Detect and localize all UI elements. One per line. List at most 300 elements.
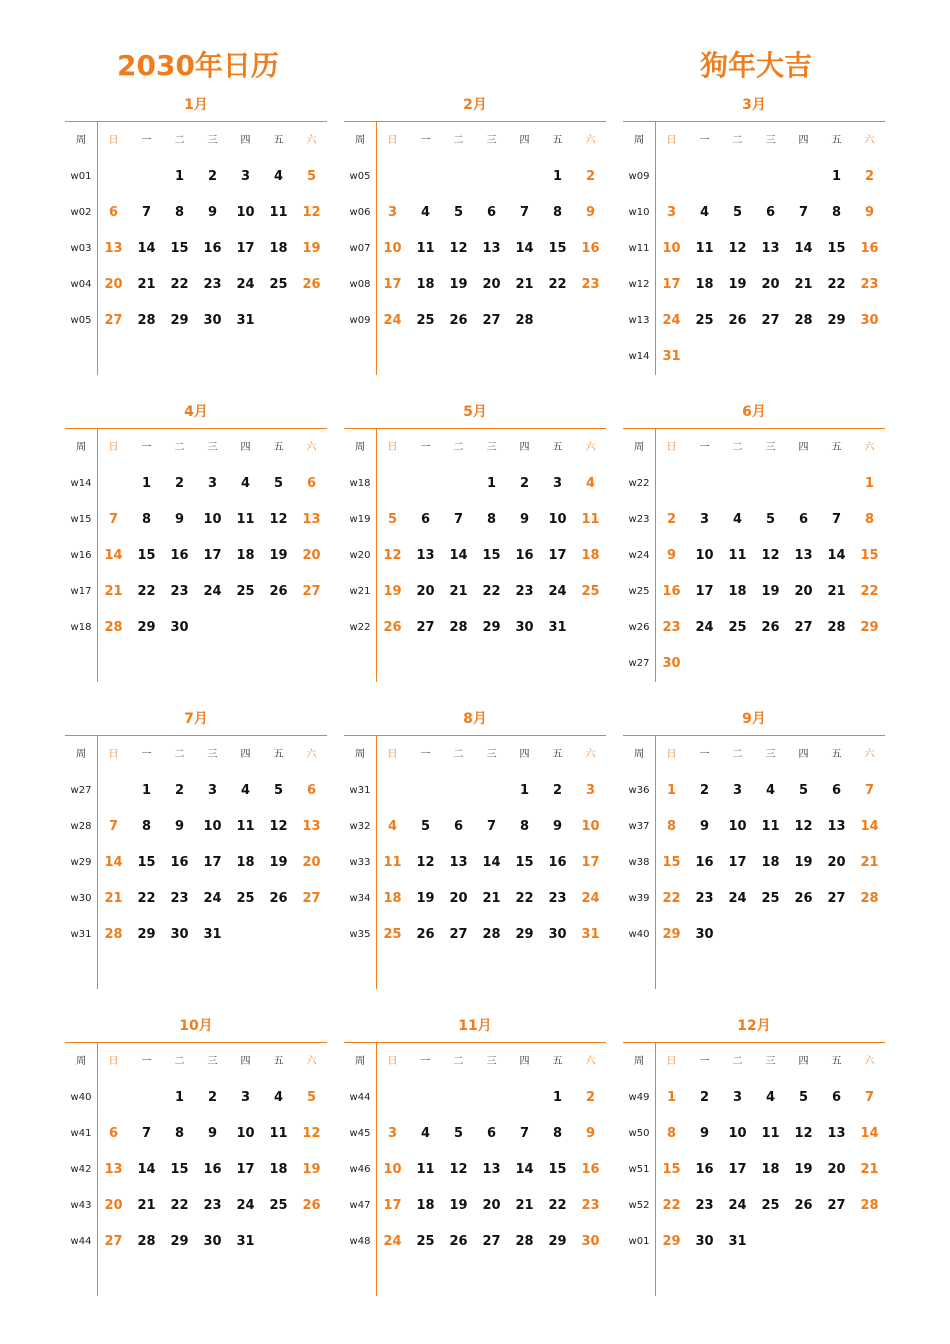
day-cell (442, 781, 475, 801)
week-number: w44 (349, 1092, 371, 1103)
day-cell: 4 (765, 1090, 776, 1105)
month-name: 11月 (458, 1018, 492, 1034)
day-cell: 22 (482, 584, 501, 599)
week-row (344, 239, 606, 259)
day-cell: 30 (203, 313, 222, 328)
day-cell: 15 (170, 1162, 189, 1177)
day-cell (754, 167, 787, 187)
week-row (623, 1124, 885, 1144)
day-cell: 20 (827, 1162, 846, 1177)
day-cell: 5 (306, 169, 317, 184)
day-cell: 25 (761, 891, 780, 906)
day-cell: 17 (695, 584, 714, 599)
month-block (65, 96, 327, 386)
day-cell: 3 (732, 783, 743, 798)
day-cell: 2 (666, 512, 677, 527)
day-cell (541, 311, 574, 331)
day-cell: 23 (170, 584, 189, 599)
weekday-header: 四 (240, 135, 251, 146)
day-cell: 12 (302, 205, 321, 220)
day-cell: 22 (860, 584, 879, 599)
week-header: 周 (76, 442, 86, 453)
weekday-header: 四 (798, 749, 809, 760)
day-cell: 20 (449, 891, 468, 906)
day-cell: 12 (794, 819, 813, 834)
weekday-header: 六 (585, 442, 596, 453)
day-cell: 27 (827, 1198, 846, 1213)
day-cell (655, 474, 688, 494)
day-cell (853, 1232, 886, 1252)
weekday-header: 日 (387, 135, 398, 146)
week-number: w47 (349, 1200, 371, 1211)
weekday-header-row (623, 745, 885, 765)
weekday-header: 二 (732, 442, 743, 453)
week-row (65, 925, 327, 945)
month-divider (344, 735, 606, 736)
day-cell (754, 474, 787, 494)
day-cell: 28 (515, 1234, 534, 1249)
day-cell: 19 (761, 584, 780, 599)
week-header: 周 (355, 135, 365, 146)
weekday-header: 五 (552, 1056, 563, 1067)
week-number: w22 (349, 622, 371, 633)
day-cell: 25 (581, 584, 600, 599)
weekday-header: 二 (453, 442, 464, 453)
day-cell: 4 (765, 783, 776, 798)
day-cell: 2 (519, 476, 530, 491)
day-cell: 14 (827, 548, 846, 563)
day-cell: 14 (137, 241, 156, 256)
weekday-header-row (344, 1052, 606, 1072)
day-cell: 22 (662, 891, 681, 906)
week-row (623, 510, 885, 530)
calendar-title: 2030年日历 (117, 49, 279, 82)
day-cell: 2 (552, 783, 563, 798)
day-cell: 10 (728, 819, 747, 834)
day-cell: 29 (137, 927, 156, 942)
day-cell (508, 167, 541, 187)
day-cell: 8 (831, 205, 842, 220)
day-cell: 28 (104, 620, 123, 635)
day-cell: 17 (203, 548, 222, 563)
day-cell: 17 (728, 855, 747, 870)
day-cell: 16 (170, 548, 189, 563)
week-number: w06 (349, 207, 371, 218)
day-cell: 5 (765, 512, 776, 527)
day-cell: 6 (765, 205, 776, 220)
month-divider (344, 428, 606, 429)
week-number: w14 (628, 351, 650, 362)
week-number: w07 (349, 243, 371, 254)
day-cell (409, 167, 442, 187)
day-cell: 22 (137, 584, 156, 599)
day-cell: 18 (269, 241, 288, 256)
weekday-header: 六 (864, 135, 875, 146)
greeting-title: 狗年大吉 (700, 49, 813, 82)
day-cell: 14 (449, 548, 468, 563)
week-row (65, 817, 327, 837)
day-cell: 12 (449, 1162, 468, 1177)
day-cell: 5 (306, 1090, 317, 1105)
day-cell: 17 (548, 548, 567, 563)
day-cell (574, 618, 607, 638)
day-cell: 1 (552, 1090, 563, 1105)
week-number: w14 (70, 478, 92, 489)
week-number: w29 (70, 857, 92, 868)
day-cell: 22 (137, 891, 156, 906)
day-cell: 27 (827, 891, 846, 906)
day-cell: 12 (383, 548, 402, 563)
month-name: 9月 (742, 711, 766, 727)
day-cell (754, 925, 787, 945)
week-row (65, 1160, 327, 1180)
week-row (623, 239, 885, 259)
day-cell: 13 (794, 548, 813, 563)
day-cell: 10 (548, 512, 567, 527)
day-cell (574, 311, 607, 331)
day-cell (376, 474, 409, 494)
day-cell: 28 (482, 927, 501, 942)
week-row (623, 311, 885, 331)
day-cell: 16 (695, 855, 714, 870)
day-cell: 18 (236, 855, 255, 870)
day-cell: 28 (827, 620, 846, 635)
day-cell: 15 (548, 241, 567, 256)
day-cell: 25 (695, 313, 714, 328)
day-cell: 15 (482, 548, 501, 563)
day-cell: 22 (515, 891, 534, 906)
day-cell: 8 (864, 512, 875, 527)
weekday-header: 五 (831, 135, 842, 146)
day-cell: 27 (104, 1234, 123, 1249)
weekday-header: 六 (864, 442, 875, 453)
month-divider (344, 121, 606, 122)
month-divider (623, 121, 885, 122)
week-header: 周 (76, 749, 86, 760)
day-cell: 11 (728, 548, 747, 563)
day-cell: 20 (104, 277, 123, 292)
day-cell: 7 (519, 205, 530, 220)
day-cell: 15 (662, 1162, 681, 1177)
day-cell: 16 (581, 241, 600, 256)
day-cell: 13 (104, 241, 123, 256)
week-number: w12 (628, 279, 650, 290)
day-cell: 26 (269, 584, 288, 599)
day-cell (130, 1088, 163, 1108)
week-header: 周 (76, 135, 86, 146)
weekday-header: 一 (420, 442, 431, 453)
week-number: w35 (349, 929, 371, 940)
month-name: 5月 (463, 404, 487, 420)
day-cell: 18 (761, 855, 780, 870)
day-cell: 14 (515, 241, 534, 256)
day-cell: 26 (449, 313, 468, 328)
weekday-header: 三 (486, 749, 497, 760)
day-cell: 18 (416, 277, 435, 292)
day-cell: 16 (695, 1162, 714, 1177)
day-cell: 29 (137, 620, 156, 635)
day-cell: 8 (141, 512, 152, 527)
day-cell: 1 (174, 169, 185, 184)
day-cell: 24 (728, 1198, 747, 1213)
day-cell: 24 (695, 620, 714, 635)
day-cell: 26 (761, 620, 780, 635)
month-divider (65, 735, 327, 736)
day-cell: 19 (416, 891, 435, 906)
day-cell (262, 1232, 295, 1252)
day-cell: 15 (827, 241, 846, 256)
day-cell (853, 347, 886, 367)
day-cell (787, 167, 820, 187)
day-cell: 23 (581, 277, 600, 292)
day-cell: 30 (548, 927, 567, 942)
day-cell: 24 (662, 313, 681, 328)
day-cell: 22 (827, 277, 846, 292)
day-cell: 15 (137, 855, 156, 870)
weekday-header: 四 (240, 1056, 251, 1067)
day-cell (820, 474, 853, 494)
month-divider (623, 428, 885, 429)
day-cell (655, 167, 688, 187)
weekday-header: 三 (765, 442, 776, 453)
weekday-header: 五 (273, 442, 284, 453)
day-cell: 5 (453, 1126, 464, 1141)
day-cell (820, 654, 853, 674)
day-cell: 2 (207, 169, 218, 184)
day-cell: 27 (761, 313, 780, 328)
week-number: w41 (70, 1128, 92, 1139)
day-cell: 19 (302, 241, 321, 256)
day-cell: 20 (794, 584, 813, 599)
day-cell: 12 (416, 855, 435, 870)
day-cell: 30 (662, 656, 681, 671)
week-row (65, 311, 327, 331)
day-cell (754, 654, 787, 674)
week-row (623, 781, 885, 801)
weekday-header: 四 (798, 1056, 809, 1067)
day-cell: 11 (581, 512, 600, 527)
day-cell (688, 654, 721, 674)
day-cell: 28 (860, 891, 879, 906)
day-cell (820, 347, 853, 367)
day-cell: 29 (515, 927, 534, 942)
day-cell: 26 (449, 1234, 468, 1249)
day-cell: 6 (486, 205, 497, 220)
week-number: w31 (70, 929, 92, 940)
weekday-header: 二 (732, 135, 743, 146)
day-cell: 25 (236, 891, 255, 906)
week-row (623, 1160, 885, 1180)
day-cell: 6 (486, 1126, 497, 1141)
day-cell: 11 (695, 241, 714, 256)
week-number: w21 (349, 586, 371, 597)
day-cell: 5 (453, 205, 464, 220)
day-cell: 9 (585, 205, 596, 220)
weekday-header: 一 (141, 749, 152, 760)
day-cell: 30 (695, 1234, 714, 1249)
week-number: w38 (628, 857, 650, 868)
week-number: w45 (349, 1128, 371, 1139)
week-row (623, 347, 885, 367)
day-cell: 14 (515, 1162, 534, 1177)
day-cell: 3 (207, 783, 218, 798)
day-cell: 13 (827, 819, 846, 834)
weekday-header: 五 (831, 749, 842, 760)
day-cell: 7 (453, 512, 464, 527)
day-cell (787, 347, 820, 367)
weekday-header: 日 (666, 749, 677, 760)
day-cell: 4 (273, 1090, 284, 1105)
day-cell: 27 (302, 584, 321, 599)
week-number: w01 (70, 171, 92, 182)
day-cell: 1 (831, 169, 842, 184)
week-row (344, 1124, 606, 1144)
day-cell: 2 (207, 1090, 218, 1105)
weekday-header: 三 (207, 749, 218, 760)
week-number: w52 (628, 1200, 650, 1211)
day-cell: 7 (486, 819, 497, 834)
day-cell: 21 (515, 1198, 534, 1213)
week-row (65, 1124, 327, 1144)
week-row (344, 817, 606, 837)
day-cell (376, 781, 409, 801)
week-number: w37 (628, 821, 650, 832)
day-cell: 15 (137, 548, 156, 563)
week-number: w01 (628, 1236, 650, 1247)
day-cell: 12 (302, 1126, 321, 1141)
day-cell (721, 925, 754, 945)
day-cell: 8 (174, 205, 185, 220)
day-cell: 19 (383, 584, 402, 599)
day-cell: 4 (420, 205, 431, 220)
week-row (344, 311, 606, 331)
week-row (344, 1232, 606, 1252)
day-cell: 23 (695, 1198, 714, 1213)
week-number: w27 (628, 658, 650, 669)
week-number: w09 (349, 315, 371, 326)
weekday-header: 日 (387, 1056, 398, 1067)
day-cell: 28 (137, 313, 156, 328)
weekday-header: 二 (732, 749, 743, 760)
day-cell (295, 311, 328, 331)
day-cell: 13 (449, 855, 468, 870)
day-cell: 30 (515, 620, 534, 635)
day-cell: 20 (104, 1198, 123, 1213)
day-cell: 31 (662, 349, 681, 364)
day-cell: 13 (302, 819, 321, 834)
day-cell: 16 (860, 241, 879, 256)
week-number: w30 (70, 893, 92, 904)
weekday-header: 日 (108, 1056, 119, 1067)
day-cell: 5 (387, 512, 398, 527)
day-cell: 4 (732, 512, 743, 527)
day-cell (442, 167, 475, 187)
week-number: w08 (349, 279, 371, 290)
day-cell: 16 (581, 1162, 600, 1177)
day-cell: 24 (383, 1234, 402, 1249)
weekday-header: 六 (585, 135, 596, 146)
week-row (623, 618, 885, 638)
day-cell: 21 (449, 584, 468, 599)
weekday-header: 日 (666, 1056, 677, 1067)
day-cell (295, 618, 328, 638)
week-number: w46 (349, 1164, 371, 1175)
day-cell (442, 474, 475, 494)
week-number: w24 (628, 550, 650, 561)
day-cell: 21 (482, 891, 501, 906)
day-cell: 4 (240, 476, 251, 491)
month-block (344, 96, 606, 386)
day-cell: 10 (662, 241, 681, 256)
week-number: w05 (349, 171, 371, 182)
weekday-header-row (65, 438, 327, 458)
day-cell: 8 (666, 1126, 677, 1141)
day-cell (295, 1232, 328, 1252)
day-cell (97, 781, 130, 801)
weekday-header: 二 (453, 1056, 464, 1067)
day-cell (688, 167, 721, 187)
day-cell: 26 (728, 313, 747, 328)
day-cell (262, 618, 295, 638)
day-cell: 29 (860, 620, 879, 635)
weekday-header: 四 (798, 135, 809, 146)
week-row (344, 203, 606, 223)
day-cell: 13 (104, 1162, 123, 1177)
week-number: w51 (628, 1164, 650, 1175)
day-cell: 10 (236, 205, 255, 220)
day-cell: 26 (383, 620, 402, 635)
week-number: w13 (628, 315, 650, 326)
day-cell: 6 (831, 783, 842, 798)
weekday-header: 五 (552, 442, 563, 453)
day-cell: 8 (141, 819, 152, 834)
weekday-header: 三 (486, 442, 497, 453)
day-cell: 22 (548, 277, 567, 292)
weekday-header: 六 (306, 749, 317, 760)
day-cell: 23 (515, 584, 534, 599)
day-cell: 9 (699, 1126, 710, 1141)
day-cell: 30 (170, 927, 189, 942)
day-cell (754, 347, 787, 367)
weekday-header: 三 (765, 749, 776, 760)
day-cell: 21 (827, 584, 846, 599)
day-cell: 19 (449, 277, 468, 292)
day-cell: 1 (519, 783, 530, 798)
week-number: w40 (70, 1092, 92, 1103)
day-cell: 25 (761, 1198, 780, 1213)
day-cell: 13 (761, 241, 780, 256)
day-cell: 24 (548, 584, 567, 599)
day-cell: 27 (482, 313, 501, 328)
day-cell: 12 (269, 512, 288, 527)
week-row (344, 167, 606, 187)
day-cell: 18 (383, 891, 402, 906)
week-row (65, 582, 327, 602)
month-name: 3月 (742, 97, 766, 113)
weekday-header: 日 (108, 135, 119, 146)
weekday-header: 三 (486, 1056, 497, 1067)
day-cell: 11 (236, 512, 255, 527)
week-header: 周 (355, 1056, 365, 1067)
day-cell: 14 (482, 855, 501, 870)
week-row (65, 239, 327, 259)
weekday-header: 二 (453, 749, 464, 760)
week-number: w34 (349, 893, 371, 904)
day-cell: 27 (416, 620, 435, 635)
day-cell: 28 (515, 313, 534, 328)
week-number: w27 (70, 785, 92, 796)
day-cell: 6 (108, 1126, 119, 1141)
